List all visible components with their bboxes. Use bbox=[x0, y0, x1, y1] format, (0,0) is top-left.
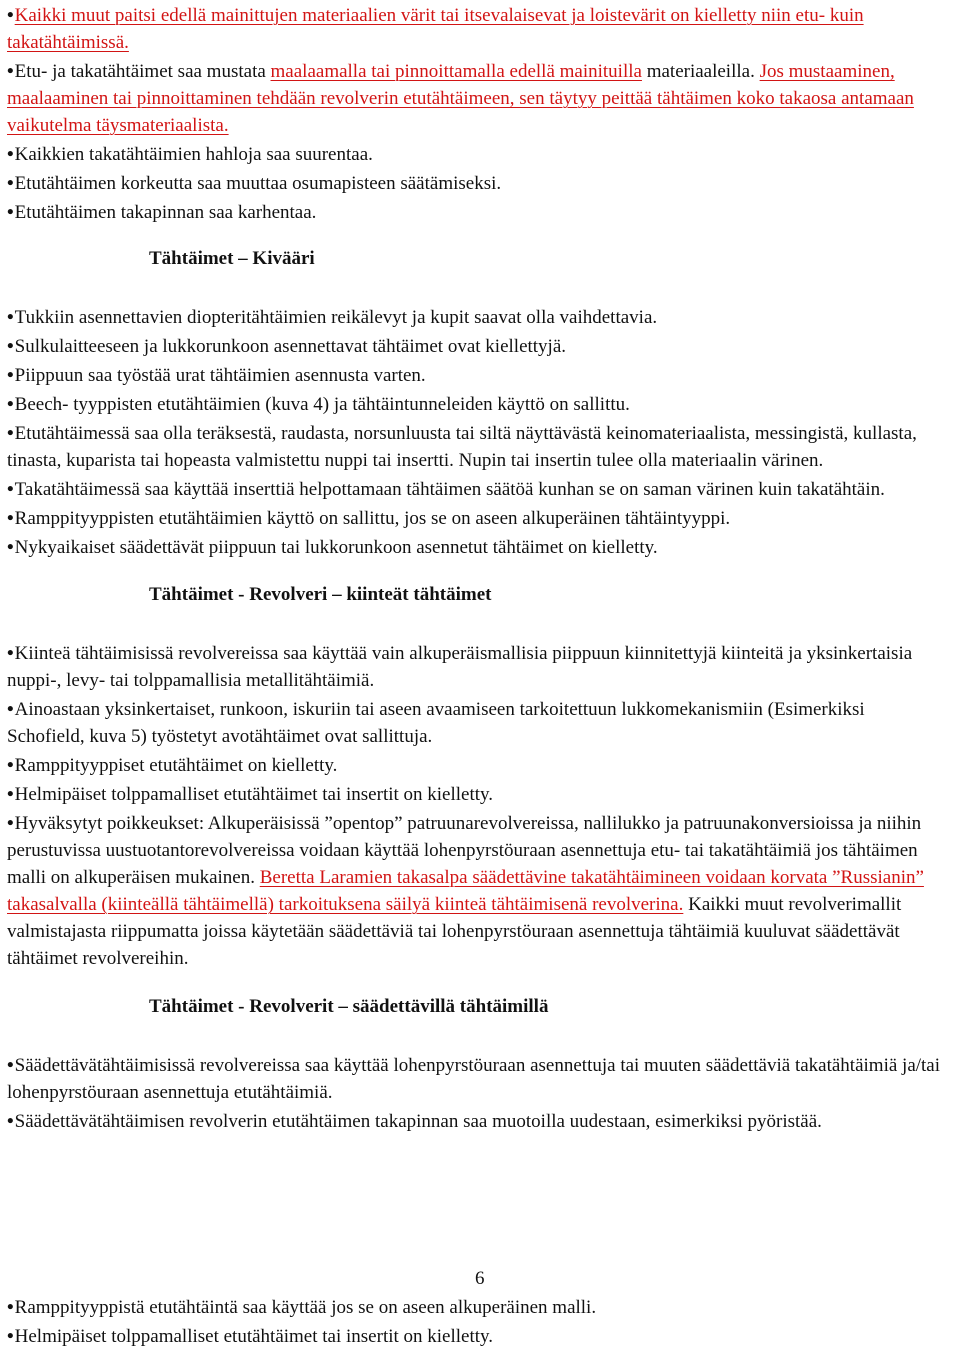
text-run: Säädettävätähtäimisissä revolvereissa saa käyttää lohenpyrstöuraan asennettuja tai muuten säädettäviä takatähtäimiä ja/tai lohenpyrstöuraan asennettuja etutähtäimiä. bbox=[7, 1055, 941, 1103]
red-underlined-text: Beretta Laramien takasalpa säädettävine takatähtäimineen voidaan korvata ”Russianin” takasalvalla (kiinteällä tähtäimellä) tarkoituksena säilyä kiinteä tähtäimisenä revolverina. bbox=[7, 867, 924, 915]
bullet-item bbox=[7, 141, 947, 168]
bullet-icon bbox=[7, 537, 15, 558]
bullet-icon bbox=[7, 755, 15, 776]
bullet-item bbox=[7, 476, 947, 503]
bullet-item bbox=[7, 2, 947, 56]
bullet-icon bbox=[7, 61, 15, 82]
bullet-item bbox=[7, 696, 947, 750]
bullet-icon bbox=[7, 813, 15, 834]
bullet-icon bbox=[7, 173, 15, 194]
bullet-item bbox=[7, 304, 947, 331]
bullet-item bbox=[7, 170, 947, 197]
bullet-icon bbox=[7, 1297, 15, 1318]
text-run: Piippuun saa työstää urat tähtäimien asennusta varten. bbox=[14, 365, 426, 386]
bullet-icon bbox=[7, 202, 15, 223]
text-run: Ainoastaan yksinkertaiset, runkoon, iskuriin tai aseen avaamiseen tarkoitettuun lukkomekanismiin (Esimerkiksi Schofield, kuva 5) työstetyt avotähtäimet ovat sallittuja. bbox=[7, 699, 865, 747]
bullet-item bbox=[7, 391, 947, 418]
bullet-icon bbox=[7, 144, 15, 165]
text-run: Kiinteä tähtäimisissä revolvereissa saa käyttää vain alkuperäismallisia piippuun kiinnitettyjä kiinteitä ja yksinkertaisia nuppi-, levy- tai tolppamallisia metallitähtäimiä. bbox=[7, 643, 913, 691]
text-run: Etutähtäimessä saa olla teräksestä, raudasta, norsunluusta tai siltä näyttävästä keinomateriaalista, messingistä, kullasta, tinasta, kuparista tai hopeasta valmistettu nuppi tai insertti. Nupin tai insertin tulee olla materiaalin värinen. bbox=[7, 423, 917, 471]
bullet-item bbox=[7, 199, 947, 226]
bullet-item bbox=[7, 333, 947, 360]
section-heading-revolver-adjustable: Tähtäimet - Revolverit – säädettävillä tähtäimillä bbox=[149, 996, 549, 1017]
bullet-icon bbox=[7, 1055, 15, 1076]
red-underlined-text: Kaikki muut paitsi edellä mainittujen materiaalien värit tai itsevalaisevat ja loistevärit on kielletty niin etu- kuin takatähtäimissä. bbox=[7, 5, 864, 53]
bullet-icon bbox=[7, 1111, 15, 1132]
bullet-item bbox=[7, 752, 947, 779]
bullet-item bbox=[7, 1052, 947, 1106]
text-run: Ramppityyppiset etutähtäimet on kielletty. bbox=[14, 755, 338, 776]
bullet-icon bbox=[7, 336, 15, 357]
red-underlined-text: Jos mustaaminen, maalaaminen tai pinnoittaminen tehdään revolverin etutähtäimeen, sen täytyy peittää tähtäimen koko takaosa antamaan vaikutelma täysmateriaalista. bbox=[7, 61, 914, 136]
text-run: Säädettävätähtäimisen revolverin etutähtäimen takapinnan saa muotoilla uudestaan, esimerkiksi pyöristää. bbox=[14, 1111, 822, 1132]
bullet-icon bbox=[7, 784, 15, 805]
bullet-icon bbox=[7, 5, 15, 26]
text-run: Etutähtäimen takapinnan saa karhentaa. bbox=[14, 202, 317, 223]
bullet-item bbox=[7, 1108, 947, 1135]
page-number: 6 bbox=[475, 1268, 485, 1289]
bullet-item bbox=[7, 1323, 947, 1350]
text-run: Sulkulaitteeseen ja lukkorunkoon asennettavat tähtäimet ovat kiellettyjä. bbox=[14, 336, 567, 357]
bullet-item bbox=[7, 420, 947, 474]
text-run: Takatähtäimessä saa käyttää inserttiä helpottamaan tähtäimen säätöä kunhan se on saman värinen kuin takatähtäin. bbox=[14, 479, 885, 500]
text-run: Etutähtäimen korkeutta saa muuttaa osumapisteen säätämiseksi. bbox=[14, 173, 502, 194]
text-run: Helmipäiset tolppamalliset etutähtäimet tai insertit on kielletty. bbox=[14, 784, 494, 805]
bullet-icon bbox=[7, 423, 15, 444]
bullet-icon bbox=[7, 699, 15, 720]
text-run: Helmipäiset tolppamalliset etutähtäimet tai insertit on kielletty. bbox=[14, 1326, 494, 1347]
section-heading-revolver-fixed: Tähtäimet - Revolveri – kiinteät tähtäimet bbox=[149, 584, 492, 605]
bullet-item bbox=[7, 810, 947, 972]
text-run: Kaikkien takatähtäimien hahloja saa suurentaa. bbox=[14, 144, 373, 165]
text-run: Nykyaikaiset säädettävät piippuun tai lukkorunkoon asennetut tähtäimet on kielletty. bbox=[14, 537, 658, 558]
bullet-icon bbox=[7, 365, 15, 386]
bullet-item bbox=[7, 781, 947, 808]
text-run: Etu- ja takatähtäimet saa mustata bbox=[14, 61, 271, 82]
bullet-item bbox=[7, 534, 947, 561]
text-run: Kaikki muut revolverimallit valmistajasta riippumatta joissa käytetään säädettäviä tai lohenpyrstöuraan asennettuja tähtäimiä kuuluvat säädettävät tähtäimet revolvereihin. bbox=[7, 894, 902, 969]
bullet-icon bbox=[7, 1326, 15, 1347]
bullet-icon bbox=[7, 394, 15, 415]
bullet-icon bbox=[7, 508, 15, 529]
text-run: materiaaleilla. bbox=[641, 61, 760, 82]
text-run: Tukkiin asennettavien diopteritähtäimien reikälevyt ja kupit saavat olla vaihdettavia. bbox=[14, 307, 658, 328]
bullet-icon bbox=[7, 479, 15, 500]
document-page-continued bbox=[7, 1294, 947, 1352]
text-run: Ramppityyppistä etutähtäintä saa käyttää jos se on aseen alkuperäinen malli. bbox=[14, 1297, 597, 1318]
bullet-item bbox=[7, 640, 947, 694]
bullet-item bbox=[7, 1294, 947, 1321]
text-run: Hyväksytyt poikkeukset: Alkuperäisissä ”opentop” patruunarevolvereissa, nallilukko ja patruunakonversioissa ja niihin perustuvissa uustuotantorevolvereissa voidaan käyttää lohenpyrstöuraan asennettuja etu- tai takatähtäimiä jos tähtäimen malli on alkuperäisen mukainen. bbox=[7, 813, 922, 888]
bullet-icon bbox=[7, 307, 15, 328]
bullet-item bbox=[7, 505, 947, 532]
document-page bbox=[7, 2, 947, 1137]
text-run: Beech- tyyppisten etutähtäimien (kuva 4) ja tähtäintunneleiden käyttö on sallittu. bbox=[14, 394, 630, 415]
bullet-item bbox=[7, 58, 947, 139]
bullet-item bbox=[7, 362, 947, 389]
red-underlined-text: maalaamalla tai pinnoittamalla edellä mainituilla bbox=[270, 61, 642, 82]
section-heading-rifle: Tähtäimet – Kivääri bbox=[149, 248, 315, 269]
bullet-icon bbox=[7, 643, 15, 664]
text-run: Ramppityyppisten etutähtäimien käyttö on sallittu, jos se on aseen alkuperäinen tähtäintyyppi. bbox=[14, 508, 731, 529]
